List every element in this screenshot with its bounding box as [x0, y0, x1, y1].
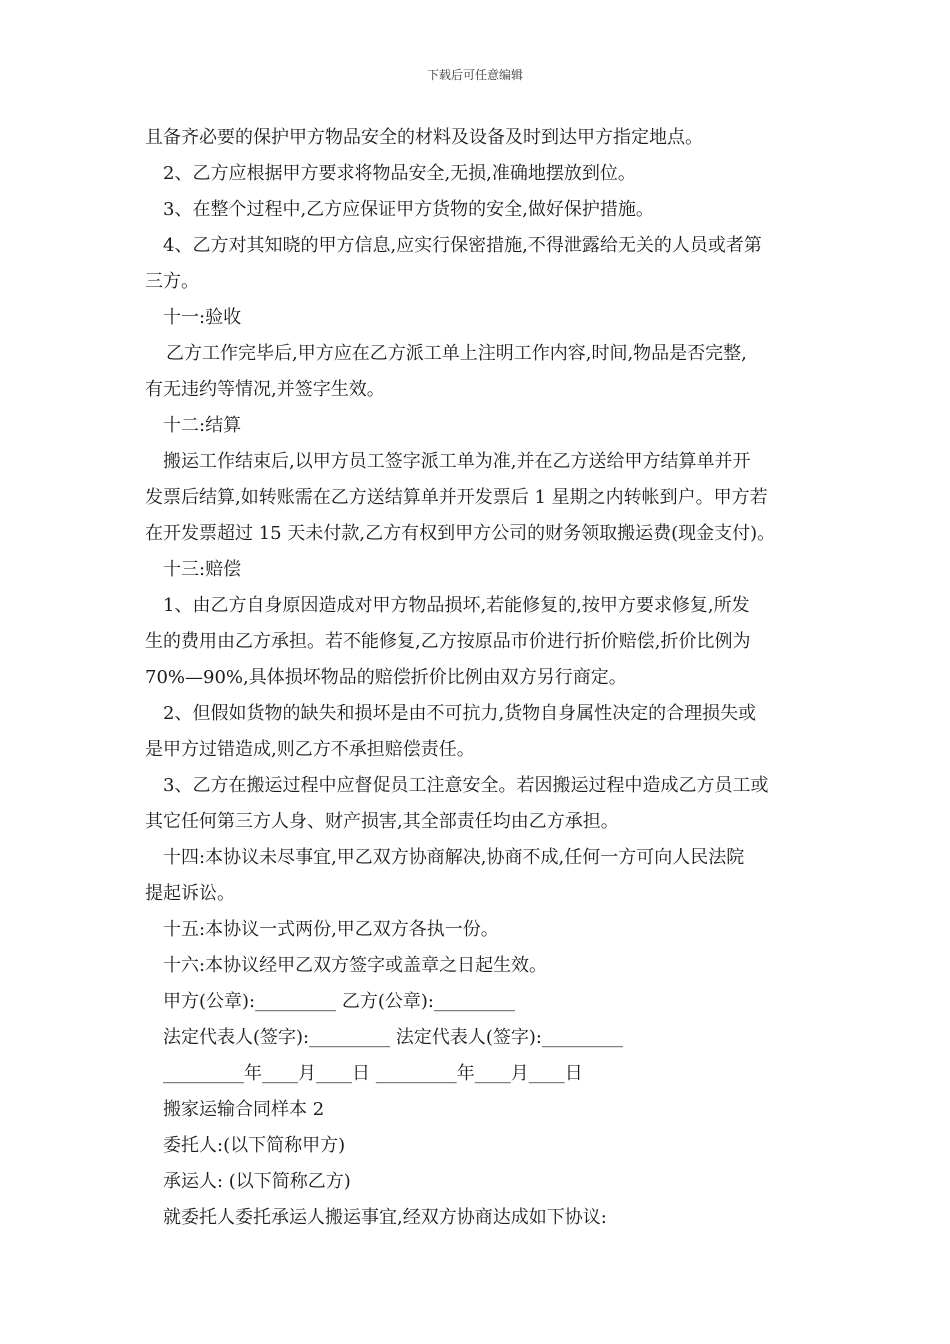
text-line: 十五:本协议一式两份,甲乙双方各执一份。: [163, 919, 499, 940]
text-line: 十二:结算: [163, 415, 242, 436]
text-line: 3、在整个过程中,乙方应保证甲方货物的安全,做好保护措施。: [163, 199, 654, 220]
text-line: 在开发票超过 15 天未付款,乙方有权到甲方公司的财务领取搬运费(现金支付)。: [145, 523, 776, 544]
text-line: 三方。: [145, 271, 199, 292]
text-line: 其它任何第三方人身、财产损害,其全部责任均由乙方承担。: [145, 811, 619, 832]
text-line: 是甲方过错造成,则乙方不承担赔偿责任。: [145, 739, 475, 760]
text-line: 搬家运输合同样本 2: [163, 1099, 325, 1120]
text-line: 生的费用由乙方承担。若不能修复,乙方按原品市价进行折价赔偿,折价比例为: [145, 631, 751, 652]
text-line: 且备齐必要的保护甲方物品安全的材料及设备及时到达甲方指定地点。: [145, 127, 703, 148]
text-line: 十六:本协议经甲乙双方签字或盖章之日起生效。: [163, 955, 548, 976]
text-line: 承运人: (以下简称乙方): [163, 1171, 351, 1192]
document-body: [145, 120, 810, 1236]
text-line: 2、但假如货物的缺失和损坏是由不可抗力,货物自身属性决定的合理损失或: [163, 703, 757, 724]
text-line: 十三:赔偿: [163, 559, 242, 580]
text-line: 委托人:(以下简称甲方): [163, 1135, 346, 1156]
text-line: 有无违约等情况,并签字生效。: [145, 379, 385, 400]
text-line: 搬运工作结束后,以甲方员工签字派工单为准,并在乙方送给甲方结算单并开: [163, 451, 751, 472]
text-line: 甲方(公章):_________ 乙方(公章):_________: [163, 991, 515, 1012]
text-line: 就委托人委托承运人搬运事宜,经双方协商达成如下协议:: [163, 1207, 607, 1228]
text-line: _________年____月____日 _________年____月____日: [163, 1063, 583, 1084]
text-line: 发票后结算,如转账需在乙方送结算单并开发票后 1 星期之内转帐到户。甲方若: [145, 487, 768, 508]
text-line: 4、乙方对其知晓的甲方信息,应实行保密措施,不得泄露给无关的人员或者第: [163, 235, 762, 256]
text-line: 十四:本协议未尽事宜,甲乙双方协商解决,协商不成,任何一方可向人民法院: [163, 847, 745, 868]
page-header: 下载后可任意编辑: [426, 68, 523, 82]
text-line: 2、乙方应根据甲方要求将物品安全,无损,准确地摆放到位。: [163, 163, 636, 184]
text-line: 提起诉讼。: [145, 883, 235, 904]
text-line: 法定代表人(签字):_________ 法定代表人(签字):_________: [163, 1027, 623, 1048]
text-line: 乙方工作完毕后,甲方应在乙方派工单上注明工作内容,时间,物品是否完整,: [166, 343, 747, 364]
text-line: 十一:验收: [163, 307, 242, 328]
text-line: 3、乙方在搬运过程中应督促员工注意安全。若因搬运过程中造成乙方员工或: [163, 775, 769, 796]
text-line: 1、由乙方自身原因造成对甲方物品损坏,若能修复的,按甲方要求修复,所发: [163, 595, 750, 616]
text-line: 70%—90%,具体损坏物品的赔偿折价比例由双方另行商定。: [145, 667, 627, 688]
